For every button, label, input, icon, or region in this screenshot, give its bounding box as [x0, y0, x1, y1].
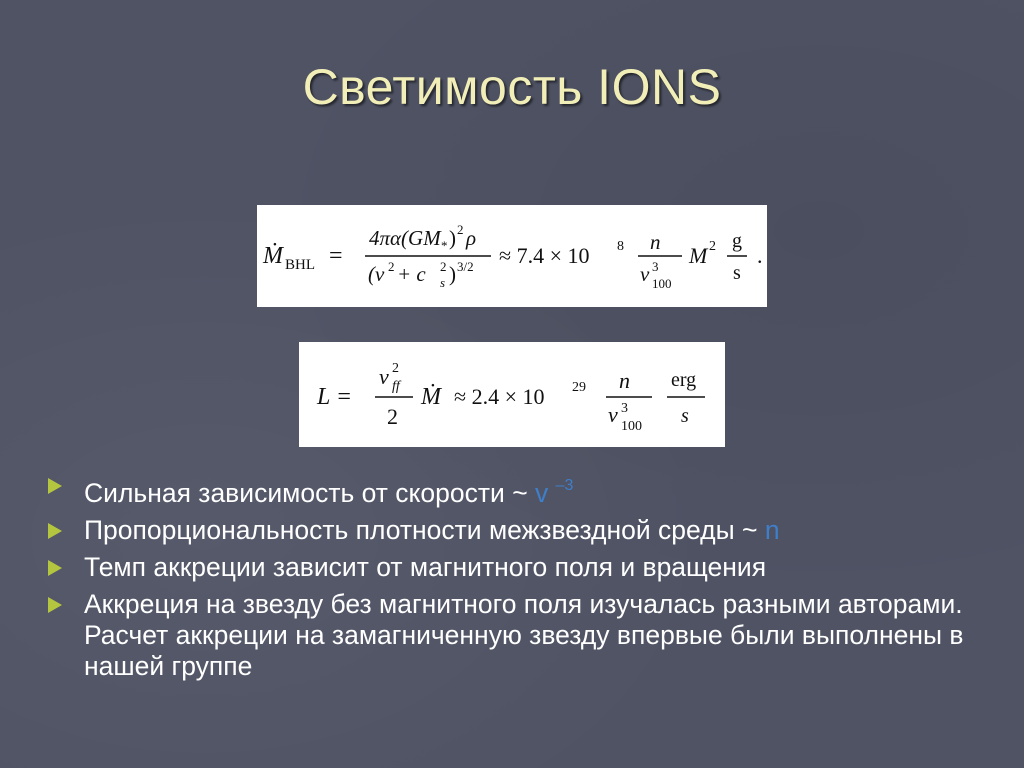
- formula-luminosity: [299, 342, 725, 447]
- formula1-frac-v: v: [640, 262, 650, 286]
- formula1-den-mid: + c: [397, 262, 426, 286]
- formula1-den-tail: ): [449, 262, 456, 286]
- formula2-unit-den: s: [681, 405, 689, 427]
- formula2-num: v: [379, 364, 389, 389]
- formula1-frac-n: n: [650, 230, 661, 254]
- formula1-num-tail: ): [449, 226, 456, 250]
- triangle-bullet-icon: [48, 523, 62, 539]
- bullet-text: Аккреция на звезду без магнитного поля изучалась разными авторами. Расчет аккреции на замагниченную звезду впервые были выполнены в нашей группе: [84, 589, 964, 681]
- bullet-text: Пропорциональность плотности межзвездной среды ~: [84, 515, 765, 545]
- bullet-text: Темп аккреции зависит от магнитного поля и вращения: [84, 552, 767, 582]
- bullet-item: [48, 552, 978, 583]
- formula2-num-exp: 2: [392, 361, 399, 376]
- formula1-frac-v-exp: 3: [652, 259, 659, 274]
- formula2-frac-n: n: [619, 368, 630, 393]
- formula1-approx: ≈ 7.4 × 10: [499, 243, 590, 268]
- formula2-approx-exp: 29: [572, 380, 586, 395]
- formula2-frac-v: v: [608, 402, 618, 427]
- formula1-den-exp: 2: [388, 259, 395, 274]
- triangle-bullet-icon: [48, 478, 62, 494]
- bullet-item: [48, 470, 978, 509]
- svg-text:=: =: [329, 243, 343, 269]
- bullet-list: [48, 470, 978, 688]
- formula2-lhs: L =: [317, 384, 353, 410]
- formula2-mdot: Ṁ: [421, 384, 441, 410]
- formula1-end: .: [757, 243, 763, 268]
- bullet-text: Сильная зависимость от скорости ~: [84, 478, 536, 508]
- bullet-accent: n: [764, 515, 780, 545]
- formula1-num-sub: *: [441, 238, 448, 253]
- formula1-den: (v: [368, 262, 385, 286]
- formula1-numerator: 4πα(GM: [369, 226, 441, 250]
- formula1-unit-den: s: [733, 262, 741, 284]
- formula2-frac-v-exp: 3: [621, 401, 628, 416]
- slide-title: Светимость IONS: [302, 59, 722, 115]
- formula1-lhs-sub: BHL: [285, 257, 315, 273]
- bullet-item: [48, 515, 978, 546]
- formula1-approx-exp: 8: [617, 239, 624, 254]
- bullet-item: [48, 589, 978, 682]
- formula-bhl-accretion-rate: [257, 205, 767, 307]
- formula1-den-sub: s: [440, 275, 446, 290]
- formula1-m-exp: 2: [709, 239, 716, 254]
- bullet-accent: v $^{-3}$: [535, 477, 574, 508]
- triangle-bullet-icon: [48, 597, 62, 613]
- bullet-accent-sup: –3: [555, 477, 574, 494]
- formula1-den-exp2: 2: [440, 259, 447, 274]
- formula2-frac-v-sub: 100: [621, 419, 642, 434]
- formula2-den: 2: [387, 404, 398, 429]
- formula1-frac-v-sub: 100: [652, 276, 672, 291]
- formula1-num-rho: ρ: [466, 226, 477, 250]
- formula1-num-exp: 2: [457, 222, 464, 237]
- formula2-num-sub: ff: [392, 379, 400, 394]
- triangle-bullet-icon: [48, 560, 62, 576]
- formula1-m: M: [689, 243, 708, 268]
- formula2-approx: ≈ 2.4 × 10: [454, 384, 545, 409]
- formula1-lhs: Ṁ: [263, 243, 283, 269]
- formula2-unit-num: erg: [671, 369, 697, 391]
- formula1-unit-num: g: [732, 230, 742, 252]
- formula1-den-pow: 3/2: [457, 259, 474, 274]
